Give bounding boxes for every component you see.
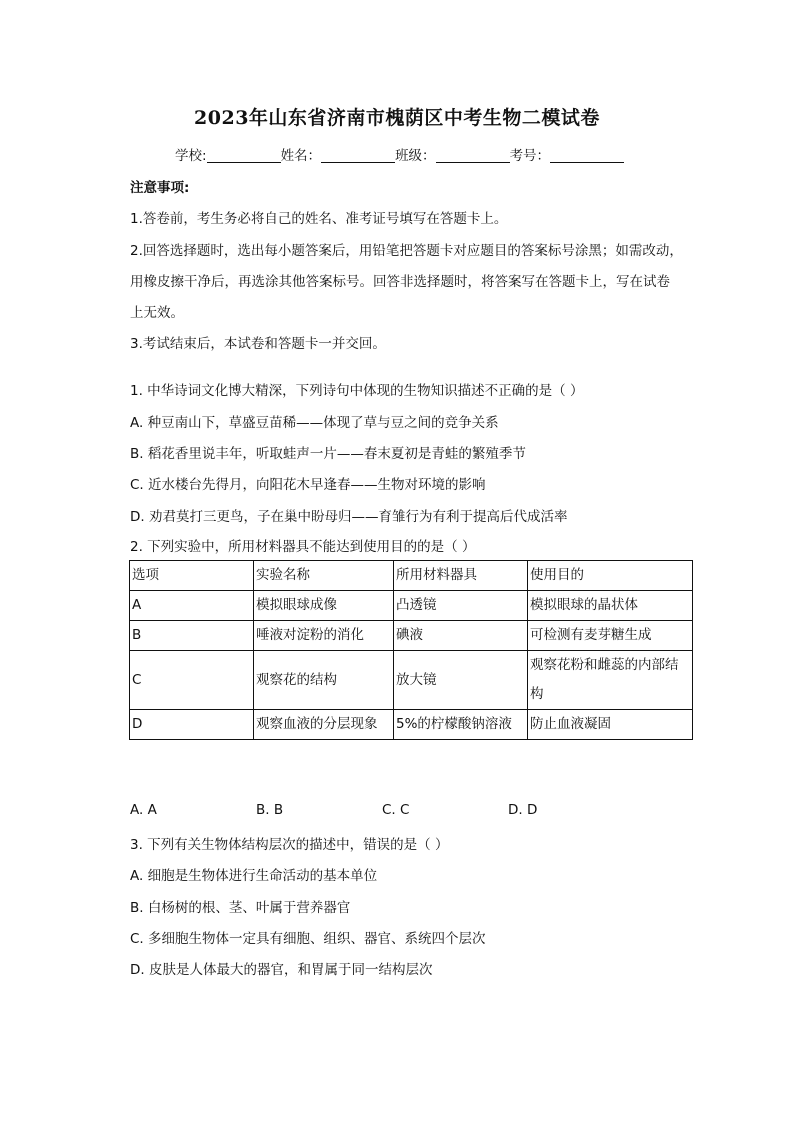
table-header-cell: 实验名称	[254, 561, 394, 591]
class-label: 班级：	[395, 148, 436, 164]
table-header-cell: 所用材料器具	[394, 561, 528, 591]
notice-item-3: 3.考试结束后，本试卷和答题卡一并交回。	[130, 336, 386, 352]
question-3-option-c: C. 多细胞生物体一定具有细胞、组织、器官、系统四个层次	[130, 931, 486, 947]
exam-no-blank	[550, 149, 624, 163]
student-info-line	[175, 144, 624, 164]
table-cell: C	[130, 651, 254, 710]
question-1-option-d: D. 劝君莫打三更鸟，子在巢中盼母归——育雏行为有利于提高后代成活率	[130, 509, 568, 525]
school-label: 学校:	[175, 148, 207, 164]
school-blank	[207, 149, 281, 163]
question-3-stem: 3. 下列有关生物体结构层次的描述中，错误的是（ ）	[130, 837, 449, 853]
name-label: 姓名：	[280, 148, 322, 164]
question-2-choice-c: C. C	[382, 802, 410, 818]
purpose-line-2: 构	[530, 686, 544, 702]
table-cell: 碘液	[394, 621, 528, 651]
table-cell: D	[130, 710, 254, 740]
question-1-option-c: C. 近水楼台先得月，向阳花木早逢春——生物对环境的影响	[130, 477, 486, 493]
question-1-option-a: A. 种豆南山下，草盛豆苗稀——体现了草与豆之间的竞争关系	[130, 415, 499, 431]
name-blank	[321, 149, 395, 163]
table-cell: 观察血液的分层现象	[254, 710, 394, 740]
question-2-choice-b: B. B	[256, 802, 284, 818]
question-2-choices	[130, 802, 650, 822]
table-cell: B	[130, 621, 254, 651]
notice-heading: 注意事项:	[130, 180, 190, 196]
notice-item-2-line-3: 上无效。	[130, 305, 184, 321]
table-cell	[528, 651, 693, 710]
table-cell: 模拟眼球成像	[254, 591, 394, 621]
table-header-row	[130, 561, 693, 591]
notice-item-2-line-2: 用橡皮擦干净后，再选涂其他答案标号。回答非选择题时，将答案写在答题卡上，写在试卷	[130, 274, 670, 290]
table-cell: 5%的柠檬酸钠溶液	[394, 710, 528, 740]
table-cell: 放大镜	[394, 651, 528, 710]
table-cell: 观察花的结构	[254, 651, 394, 710]
question-2-choice-a: A. A	[130, 802, 157, 818]
table-cell: 凸透镜	[394, 591, 528, 621]
table-cell: 防止血液凝固	[528, 710, 693, 740]
class-blank	[436, 149, 510, 163]
exam-title: 2023年山东省济南市槐荫区中考生物二模试卷	[194, 107, 600, 129]
exam-no-label: 考号：	[509, 148, 551, 164]
question-3-option-b: B. 白杨树的根、茎、叶属于营养器官	[130, 900, 351, 916]
question-1-stem: 1. 中华诗词文化博大精深，下列诗句中体现的生物知识描述不正确的是（ ）	[130, 383, 584, 399]
question-2-stem: 2. 下列实验中，所用材料器具不能达到使用目的的是（ ）	[130, 539, 476, 555]
table-row	[130, 710, 693, 740]
table-row	[130, 621, 693, 651]
table-row	[130, 591, 693, 621]
notice-item-2-line-1: 2.回答选择题时，选出每小题答案后，用铅笔把答题卡对应题目的答案标号涂黑；如需改动，	[130, 243, 683, 259]
table-header-cell: 选项	[130, 561, 254, 591]
question-1-option-b: B. 稻花香里说丰年，听取蛙声一片——春末夏初是青蛙的繁殖季节	[130, 446, 526, 462]
table-cell: 唾液对淀粉的消化	[254, 621, 394, 651]
table-cell: 模拟眼球的晶状体	[528, 591, 693, 621]
experiment-table	[129, 560, 693, 740]
table-cell: 可检测有麦芽糖生成	[528, 621, 693, 651]
question-2-choice-d: D. D	[508, 802, 538, 818]
table-cell: A	[130, 591, 254, 621]
notice-item-1: 1.答卷前，考生务必将自己的姓名、准考证号填写在答题卡上。	[130, 211, 508, 227]
purpose-line-1: 观察花粉和雌蕊的内部结	[530, 657, 679, 673]
question-3-option-a: A. 细胞是生物体进行生命活动的基本单位	[130, 868, 378, 884]
table-row	[130, 651, 693, 710]
table-header-cell: 使用目的	[528, 561, 693, 591]
question-3-option-d: D. 皮肤是人体最大的器官，和胃属于同一结构层次	[130, 962, 433, 978]
